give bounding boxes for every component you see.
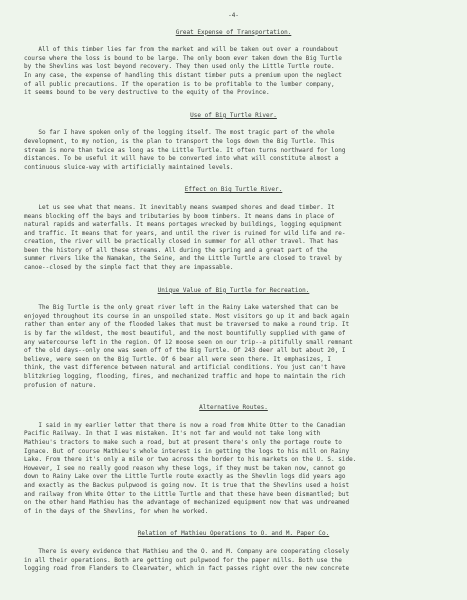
text-line: The Big Turtle is the only great river left in the Rainy Lake watershed that can be — [38, 304, 339, 312]
text-line: However, I see no really good reason why these logs, if they must be taken now, cannot go — [24, 464, 346, 472]
text-line: on the other hand Mathieu has the advantage of mechanized equipment now that was undreamed — [24, 499, 350, 507]
section-paragraph — [24, 422, 443, 517]
text-line: All of this timber lies far from the market and will be taken out over a roundabout — [38, 46, 339, 54]
text-line: rather than enter any of the flooded lakes that must be traversed to make a round trip. It — [24, 321, 350, 329]
text-line: natural rapids and waterfalls. It means portages wrecked by buildings, logging equipment — [24, 221, 342, 229]
text-line: in all their operations. Both are getting out pulpwood for the paper mills. Both use the — [24, 556, 342, 564]
text-line: creation, the river will be practically closed in summer for all other travel. That has — [24, 238, 339, 246]
text-line: Let us see what that means. It inevitably means swamped shores and dead timber. It — [38, 203, 335, 211]
text-line: logging road from Flanders to Clearwater, which in fact passes right over the new concrete — [24, 565, 350, 573]
section-heading: Unique Value of Big Turtle for Recreation. — [157, 286, 310, 294]
text-line: Mathieu's tractors to make such a road, but at present there's only the portage route to — [24, 438, 342, 446]
text-line: continuous sluice-way with artificially maintained levels. — [24, 163, 234, 171]
text-line: of all public precautions. If the operation is to be profitable to the lumber company, — [24, 80, 335, 88]
page-number: -4- — [228, 12, 239, 19]
text-line: course where the loss is bound to be large. The only boom ever taken down the Big Turtle — [24, 54, 342, 62]
section-heading: Alternative Routes. — [199, 404, 268, 412]
text-line: In any case, the expense of handling this distant timber puts a premium upon the neglect — [24, 71, 342, 79]
text-line: by the Shevlins was lost beyond recovery. They then used only the Little Turtle route. — [24, 63, 335, 71]
text-line: canoe--closed by the simple fact that they are impassable. — [24, 264, 234, 272]
text-line: distances. To be useful it will have to be converted into what will constitute almost a — [24, 155, 339, 163]
text-line: been the history of all these streams. All during the spring and a great part of the — [24, 246, 328, 254]
document-body — [24, 29, 443, 574]
text-line: down to Rainy Lake over the Little Turtle route exactly as the Shevlin logs did years ago — [24, 473, 346, 481]
section-heading: Effect on Big Turtle River. — [184, 186, 283, 194]
text-line: So far I have spoken only of the logging itself. The most tragic part of the whole — [38, 129, 335, 137]
text-line: any watercourse left in the region. Of 12 moose seen on our trip--a pitifully small remnant — [24, 338, 353, 346]
section-paragraph — [24, 204, 443, 273]
text-line: of in the days of the Shevlins, for when he worked. — [24, 507, 209, 515]
text-line: blitzkrieg logging, flooding, fires, and mechanized traffic and hope to maintain the rich — [24, 373, 346, 380]
text-line: of the old days--only one was seen off of the Big Turtle. Of 243 deer all but about 20, I — [24, 347, 346, 355]
section-paragraph — [24, 129, 443, 172]
text-line: enjoyed throughout its course in an unspoiled state. Most visitors go up it and back again — [24, 312, 350, 320]
text-line: it seems bound to be very destructive to the equity of the Province. — [24, 89, 270, 97]
text-line: and railway from White Otter to the Little Turtle and that these have been dismantled; but — [24, 490, 350, 498]
text-line: and exactly as the Backus pulpwood is going now. It is true that the Shevlins used a hoist — [24, 481, 350, 489]
text-line: think, the vast difference between natural and artificial conditions. You just can't have — [24, 364, 346, 372]
section-heading: Use of Big Turtle River. — [190, 111, 277, 119]
text-line: development, to my notion, is the plan to transport the logs down the Big Turtle. This — [24, 137, 335, 145]
text-line: profusion of nature. — [24, 381, 97, 389]
text-line: and traffic. It means that for years, and until the river is ruined for wild life and re- — [24, 229, 346, 237]
section-paragraph — [24, 304, 443, 390]
section-heading: Relation of Mathieu Operations to O. and M. Paper Co. — [137, 530, 330, 538]
text-line: means blocking off the bays and tributaries by boom timbers. It means dams in place of — [24, 212, 335, 220]
text-line: I said in my earlier letter that there is now a road from White Otter to the Canadian — [38, 421, 346, 429]
text-line: is by far the wildest, the most beautiful, and the most bountifully supplied with game of — [24, 330, 346, 338]
text-line: believe, were seen on the Big Turtle. Of 6 bear all were seen there. It emphasizes, I — [24, 355, 332, 363]
text-line: Pacific Railway. In that I was mistaken. It's not far and would not take long with — [24, 430, 321, 438]
section-paragraph — [24, 548, 443, 574]
section-heading: Great Expense of Transportation. — [175, 28, 292, 36]
text-line: stream is more than twice as long as the Little Turtle. It often turns northward for long — [24, 146, 346, 154]
text-line: summer rivers like the Namakan, the Seine, and the Little Turtle are closed to travel by — [24, 255, 342, 263]
text-line: Lake. From there it's only a mile or two across the border to his markets on the U. S. side. — [24, 456, 357, 464]
section-paragraph — [24, 46, 443, 98]
text-line: There is every evidence that Mathieu and the O. and M. Company are cooperating closely — [38, 547, 350, 555]
text-line: Ignace. But of course Mathieu's whole interest is in getting the logs to his mill on Rainy — [24, 447, 350, 455]
